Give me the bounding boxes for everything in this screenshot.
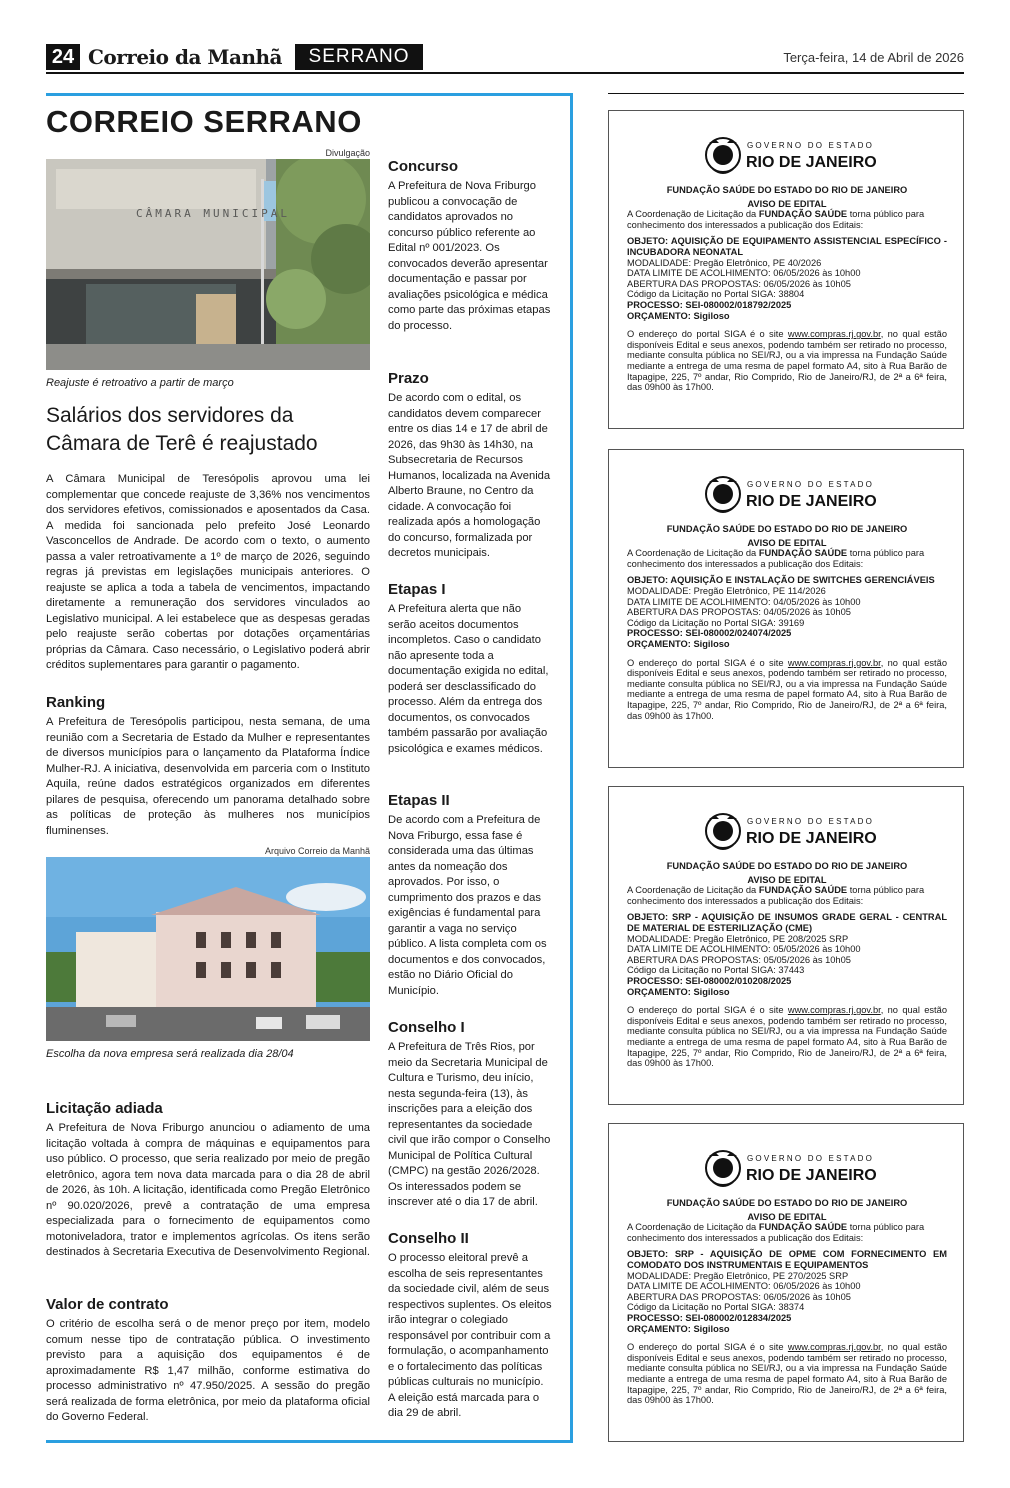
notice-aviso: AVISO DE EDITAL <box>747 874 827 885</box>
notice-objeto: OBJETO: SRP - AQUISIÇÃO DE OPME COM FORNECIMENTO EM COMODATO DOS INSTRUMENTAIS E EQUIPAMENTOS <box>627 1249 947 1270</box>
notice-codigo: Código da Licitação no Portal SIGA: 38374 <box>627 1302 805 1313</box>
prefeitura-building-illustration <box>46 857 370 1041</box>
notice-aviso: AVISO DE EDITAL <box>747 198 827 209</box>
notice-footer: O endereço do portal SIGA é o site www.compras.rj.gov.br, no qual estão disponíveis Edital e seus anexos, podendo também ser retirado no processo, mediante consulta pública no SEI/RJ, ou a via impressa na Fundação Saúde mediante a entrega de uma resma de papel formato A4, sito à Rua Barão de Itapagipe, 225, 7º andar, Rio Comprido, Rio de Janeiro/RJ, de 2ª a 6ª feira, das 09h00 às 17h00. <box>627 329 947 393</box>
siga-portal-link[interactable]: www.compras.rj.gov.br <box>787 657 881 668</box>
camara-sign: CÂMARA MUNICIPAL <box>136 207 290 220</box>
rj-government-logo <box>703 133 883 177</box>
box-bottom-border <box>46 1440 572 1443</box>
svg-text:RIO DE JANEIRO: RIO DE JANEIRO <box>746 830 877 847</box>
right-column-rule <box>608 93 964 94</box>
section-title: CORREIO SERRANO <box>46 104 362 139</box>
conselho2-body: O processo eleitoral prevê a escolha de seis representantes da sociedade civil, além de seus respectivos suplentes. Os eleitos irão integrar o colegiado responsável por contribuir com a formulação, o acompanhamento e o fortalecimento das políticas públicas culturais no município. A eleição está marcada para o dia 29 de abril. <box>388 1252 552 1419</box>
svg-text:GOVERNO DO ESTADO: GOVERNO DO ESTADO <box>747 817 875 826</box>
notice-modalidade: MODALIDADE: Pregão Eletrônico, PE 114/2026 <box>627 585 826 596</box>
notice-footer: O endereço do portal SIGA é o site www.compras.rj.gov.br, no qual estão disponíveis Edital e seus anexos, podendo também ser retirado no processo, mediante consulta pública no SEI/RJ, ou a via impressa na Fundação Saúde mediante a entrega de uma resma de papel formato A4, sito à Rua Barão de Itapagipe, 225, 7º andar, Rio Comprido, Rio de Janeiro/RJ, de 2ª a 6ª feira, das 09h00 às 17h00. <box>627 1342 947 1406</box>
edital-notice-3 <box>608 786 964 1105</box>
notice-acolhimento: DATA LIMITE DE ACOLHIMENTO: 06/05/2026 às 10h00 <box>627 268 861 279</box>
notice-org: FUNDAÇÃO SAÚDE DO ESTADO DO RIO DE JANEIRO <box>666 524 908 534</box>
siga-portal-link[interactable]: www.compras.rj.gov.br <box>787 1342 881 1353</box>
conselho2-title: Conselho II <box>388 1230 469 1247</box>
svg-text:GOVERNO DO ESTADO: GOVERNO DO ESTADO <box>747 480 875 489</box>
notice-abertura: ABERTURA DAS PROPOSTAS: 06/05/2026 às 10h05 <box>627 1291 851 1302</box>
page-number: 24 <box>46 44 80 70</box>
photo1-caption: Reajuste é retroativo a partir de março <box>46 377 234 389</box>
header-rule <box>46 72 964 74</box>
box-right-border <box>570 93 573 1443</box>
notice-processo: PROCESSO: SEI-080002/018792/2025 <box>627 299 792 310</box>
prazo-body: De acordo com o edital, os candidatos devem comparecer entre os dias 14 e 17 de abril de 2026, das 9h30 às 14h30, na Subsecretaria de Recursos Humanos, localizada na Avenida Alberto Braune, no Centro da cidade. A convocação foi realizada após a homologação do concurso, formalizada por decretos municipais. <box>388 392 551 559</box>
notice-codigo: Código da Licitação no Portal SIGA: 39169 <box>627 617 805 628</box>
camara-building-illustration <box>46 159 370 370</box>
licitacao-body: A Prefeitura de Nova Friburgo anunciou o adiamento de uma licitação voltada à compra de máquinas e equipamentos para uso público. O processo, que seria realizado por meio de pregão eletrônico, agora tem nova data marcada para o dia 28 de abril de 2026, às 10h. A licitação, identificada como Pregão Eletrônico nº 90.020/2026, prevê a contratação de uma empresa especializada para o fornecimento de equipamentos como motoniveladora, trator e implementos agrícolas. Os itens serão destinados à Secretaria Executiva de Desenvolvimento Regional. <box>46 1122 371 1258</box>
notice-abertura: ABERTURA DAS PROPOSTAS: 06/05/2026 às 10h05 <box>627 278 851 289</box>
notice-processo: PROCESSO: SEI-080002/012834/2025 <box>627 1312 792 1323</box>
photo-credit: Divulgação <box>325 148 370 158</box>
notice-footer: O endereço do portal SIGA é o site www.compras.rj.gov.br, no qual estão disponíveis Edital e seus anexos, podendo também ser retirado no processo, mediante consulta pública no SEI/RJ, ou a via impressa na Fundação Saúde mediante a entrega de uma resma de papel formato A4, sito à Rua Barão de Itapagipe, 225, 7º andar, Rio Comprido, Rio de Janeiro/RJ, de 2ª a 6ª feira, das 09h00 às 17h00. <box>627 1005 947 1069</box>
notice-aviso: AVISO DE EDITAL <box>747 537 827 548</box>
notice-orcamento: ORÇAMENTO: Sigiloso <box>627 638 730 649</box>
notice-processo: PROCESSO: SEI-080002/010208/2025 <box>627 975 792 986</box>
notice-abertura: ABERTURA DAS PROPOSTAS: 04/05/2026 às 10h05 <box>627 607 851 618</box>
svg-text:RIO DE JANEIRO: RIO DE JANEIRO <box>746 154 877 171</box>
valor-title: Valor de contrato <box>46 1296 169 1313</box>
edital-notice-1 <box>608 110 964 429</box>
notice-abertura: ABERTURA DAS PROPOSTAS: 05/05/2026 às 10h05 <box>627 954 851 965</box>
photo2-caption: Escolha da nova empresa será realizada dia 28/04 <box>46 1048 294 1060</box>
section-tag: SERRANO <box>295 44 423 70</box>
rj-government-logo <box>703 472 883 516</box>
valor-body: O critério de escolha será o de menor preço por item, modelo comum nesse tipo de contratação pública. O investimento previsto para a aquisição dos equipamentos é de aproximadamente R$ 1,47 milhão, conforme estimativa do processo administrativo nº 47.950/2025. A sessão do pregão será realizada de forma eletrônica, por meio da plataforma oficial do Governo Federal. <box>46 1318 370 1423</box>
notice-codigo: Código da Licitação no Portal SIGA: 38804 <box>627 289 805 300</box>
notice-objeto: OBJETO: SRP - AQUISIÇÃO DE INSUMOS GRADE GERAL - CENTRAL DE MATERIAL DE ESTERILIZAÇÃO (CME) <box>627 912 947 933</box>
concurso-title: Concurso <box>388 158 459 175</box>
box-top-border <box>46 93 572 96</box>
notice-intro: A Coordenação de Licitação da FUNDAÇÃO SAÚDE torna público para conhecimento dos interessados a publicação dos Editais: <box>627 1222 925 1243</box>
notice-orcamento: ORÇAMENTO: Sigiloso <box>627 986 730 997</box>
notice-modalidade: MODALIDADE: Pregão Eletrônico, PE 208/2025 SRP <box>627 933 849 944</box>
photo2-credit: Arquivo Correio da Manhã <box>264 846 370 856</box>
notice-intro: A Coordenação de Licitação da FUNDAÇÃO SAÚDE torna público para conhecimento dos interessados a publicação dos Editais: <box>627 885 925 906</box>
notice-modalidade: MODALIDADE: Pregão Eletrônico, PE 270/2025 SRP <box>627 1270 849 1281</box>
ranking-body: A Prefeitura de Teresópolis participou, nesta semana, de uma reunião com a Secretaria de Estado da Mulher e representantes de diversos municípios para o lançamento da Plataforma Índice Mulher-RJ. A iniciativa, desenvolvida em parceria com o Instituto Aquila, reúne dados estratégicos organizados em diferentes pilares de pesquisa, oferecendo um panorama detalhado sobre as políticas de proteção às mulheres nos municípios fluminenses. <box>46 716 370 837</box>
etapas2-title: Etapas II <box>388 792 450 809</box>
etapas1-body: A Prefeitura alerta que não serão aceitos documentos incompletos. Caso o candidato não apresente toda a documentação exigida no edital, poderá ser desclassificado do processo. Além da entrega dos documentos, os convocados também passarão por avaliação psicológica e exames médicos. <box>388 603 549 755</box>
siga-portal-link[interactable]: www.compras.rj.gov.br <box>787 329 881 340</box>
rj-government-logo <box>703 1146 883 1190</box>
rj-government-logo <box>703 809 883 853</box>
conselho1-body: A Prefeitura de Três Rios, por meio da Secretaria Municipal de Cultura e Turismo, deu início, nesta segunda-feira (13), às inscrições para a eleição dos representantes da sociedade civil que irão compor o Conselho Municipal de Política Cultural (CMPC) na gestão 2026/2028. Os interessados podem se inscrever até o dia 17 de abril. <box>388 1041 551 1208</box>
photo-camara <box>46 159 370 370</box>
prazo-title: Prazo <box>388 370 429 387</box>
edital-notice-4 <box>608 1123 964 1442</box>
conselho1-title: Conselho I <box>388 1019 465 1036</box>
edital-notice-2 <box>608 449 964 768</box>
notice-acolhimento: DATA LIMITE DE ACOLHIMENTO: 04/05/2026 às 10h00 <box>627 596 861 607</box>
notice-org: FUNDAÇÃO SAÚDE DO ESTADO DO RIO DE JANEIRO <box>666 1198 908 1208</box>
etapas1-title: Etapas I <box>388 581 446 598</box>
svg-text:RIO DE JANEIRO: RIO DE JANEIRO <box>746 493 877 510</box>
notice-codigo: Código da Licitação no Portal SIGA: 37443 <box>627 965 805 976</box>
notice-org: FUNDAÇÃO SAÚDE DO ESTADO DO RIO DE JANEIRO <box>666 185 908 195</box>
masthead: Correio da Manhã <box>88 45 283 69</box>
etapas2-body: De acordo com a Prefeitura de Nova Friburgo, essa fase é considerada uma das últimas antes da nomeação dos aprovados. Por isso, o cumprimento dos prazos e das exigências é fundamental para garantir a vaga no serviço público. A lista completa com os documentos e dos convocados, estão no Diário Oficial do Município. <box>388 814 547 997</box>
svg-text:RIO DE JANEIRO: RIO DE JANEIRO <box>746 1167 877 1184</box>
notice-acolhimento: DATA LIMITE DE ACOLHIMENTO: 06/05/2026 às 10h00 <box>627 1281 861 1292</box>
issue-date: Terça-feira, 14 de Abril de 2026 <box>783 50 964 65</box>
notice-processo: PROCESSO: SEI-080002/024074/2025 <box>627 628 792 639</box>
notice-intro: A Coordenação de Licitação da FUNDAÇÃO SAÚDE torna público para conhecimento dos interessados a publicação dos Editais: <box>627 209 925 230</box>
notice-acolhimento: DATA LIMITE DE ACOLHIMENTO: 05/05/2026 às 10h00 <box>627 944 861 955</box>
licitacao-title: Licitação adiada <box>46 1100 163 1117</box>
notice-modalidade: MODALIDADE: Pregão Eletrônico, PE 40/2026 <box>627 257 822 268</box>
notice-orcamento: ORÇAMENTO: Sigiloso <box>627 310 730 321</box>
svg-text:GOVERNO DO ESTADO: GOVERNO DO ESTADO <box>747 141 875 150</box>
ranking-title: Ranking <box>46 694 106 711</box>
notice-orcamento: ORÇAMENTO: Sigiloso <box>627 1323 730 1334</box>
photo-prefeitura <box>46 857 370 1041</box>
notice-footer: O endereço do portal SIGA é o site www.compras.rj.gov.br, no qual estão disponíveis Edital e seus anexos, podendo também ser retirado no processo, mediante consulta pública no SEI/RJ, ou a via impressa na Fundação Saúde mediante a entrega de uma resma de papel formato A4, sito à Rua Barão de Itapagipe, 225, 7º andar, Rio Comprido, Rio de Janeiro/RJ, de 2ª a 6ª feira, das 09h00 às 17h00. <box>627 657 947 721</box>
lead-paragraph: A Câmara Municipal de Teresópolis aprovou uma lei complementar que concede reajuste de 3,36% nos vencimentos dos servidores efetivos, comissionados e aposentados da Casa. A medida foi sancionada pelo prefeito José Leonardo Vasconcellos de Andrade. De acordo com o texto, o aumento passa a valer retroativamente a 1º de março de 2026, seguindo regras já previstas em legislações municipais anteriores. O reajuste se aplica a toda a tabela de vencimentos, impactando diretamente a remuneração dos servidores vinculados ao Legislativo municipal. A lei estabelece que as despesas geradas pelo reajuste serão cobertas por dotações orçamentárias próprias da Câmara. Caso necessário, o Legislativo poderá abrir créditos suplementares para garantir o pagamento. <box>46 473 370 671</box>
headline: Salários dos servidores da Câmara de Terê é reajustado <box>46 404 318 455</box>
notice-aviso: AVISO DE EDITAL <box>747 1211 827 1222</box>
concurso-body: A Prefeitura de Nova Friburgo publicou a convocação de candidatos aprovados no concurso público referente ao Edital nº 001/2023. Os convocados deverão apresentar documentação e passar por avaliações psicológica e médica como parte das próximas etapas do processo. <box>388 180 551 332</box>
notice-objeto: OBJETO: AQUISIÇÃO DE EQUIPAMENTO ASSISTENCIAL ESPECÍFICO - INCUBADORA NEONATAL <box>627 236 947 257</box>
siga-portal-link[interactable]: www.compras.rj.gov.br <box>787 1005 881 1016</box>
notice-intro: A Coordenação de Licitação da FUNDAÇÃO SAÚDE torna público para conhecimento dos interessados a publicação dos Editais: <box>627 548 925 569</box>
svg-text:GOVERNO DO ESTADO: GOVERNO DO ESTADO <box>747 1154 875 1163</box>
notice-org: FUNDAÇÃO SAÚDE DO ESTADO DO RIO DE JANEIRO <box>666 861 908 871</box>
notice-objeto: OBJETO: AQUISIÇÃO E INSTALAÇÃO DE SWITCHES GERENCIÁVEIS <box>627 575 935 586</box>
